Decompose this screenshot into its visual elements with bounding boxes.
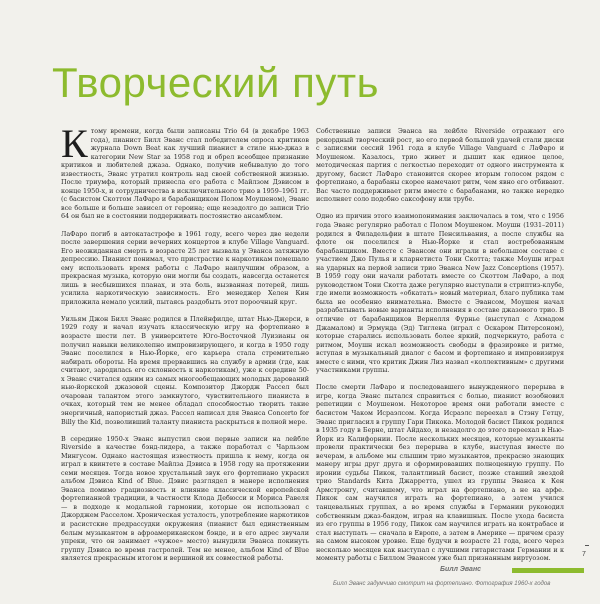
paragraph: Собственные записи Эванса на лейбле Riverside отражают его рекордный творческий рост, но его первой большой удачей стали диски с записями сессий 1961 года в клубе Village Vanguard с ЛаФаро и Моушеном. Казалось, трио живет и дышит как единое целое, методическая партия с легкостью переходит от одного инструмента к другому, басист ЛаФаро становится скорее вторым голосом рядом с фортепиано, а барабаны скорее намечают ритм, чем явно его отбивают. Вас часто поддерживает ритм вместе с барабанами, но также нередко исполняет соло подобно саксофону или трубе. xyxy=(316,127,564,204)
paragraph: Одно из причин этого взаимопонимания заключалась в том, что с 1956 года Эванс регулярно работал с Полом Моушеном. Моушн (1931–2011) родился в Филадельфии в штате Пенсильвания, а после службы на флоте он поселился в Нью-Йорке и стал востребованным барабанщиком. Вместе с Эвансом они играли в небольшом составе с участием Джо Пулья и кларнетиста Тони Скотта; также Моушн играл на ударных на первой записи трио Эванса New Jazz Conceptions (1957). В 1959 году они начали работать вместе со Скоттом ЛаФаро, а под руководством Тони Скотта даже регулярно выступали в стриптиз-клубе, где имели возможность «обкатать» новый материал, благо публика там была не особенно внимательна. Вместе с Эвансом, Моушен начал разрабатывать новые варианты исполнения в составе джазового трио. В отличие от барабанщиков Вернелля Фурнье (выступал с Ахмадом Джамалом) и Эрмунда (Эд) Тиглена (играл с Оскаром Питерсоном), которые старались использовать более яркий, подчеркнуто, работа с ритмом, Моушн искал возможность свободы в фразировке и ритме, вступая в музыкальный диалог с басом и фортепиано и импровизируя вместе с ними, что критик Джин Лиз назвал «коллективным» с другими участниками группы. xyxy=(316,212,564,375)
drop-cap: К xyxy=(61,121,88,166)
left-column xyxy=(61,121,309,571)
page-number: 7 xyxy=(582,551,586,558)
paragraph: После смерти ЛаФаро и последовавшего вынужденного перерыва в игре, когда Эванс пытался справиться с болью, пианист возобновил репетиции с Моушеном. Некоторое время они работали вместе с басистом Чаком Исраэлсом. Когда Исраэлс переехал в Стэну Гетцу, Эванс пригласил в группу Гари Пикока. Молодой басист Пикок родился в 1935 году в Берне, штат Айдахо, и незадолго до этого переехал в Нью-Йорк из Калифорнии. После нескольких месяцев, которые музыканты провели практически без перерыва в клубе, выступая вместе по вечерам, в альбоме мы слышим трио музыкантов, прекрасно знающих манеру игры друг друга и сформировавших полноценную группу. По иронии судьбы Пикок, талантливый басист, позже ставший звездой трио Standards Кита Джарретта, ушел из группы Эванса к Кен Армстронгу, считавшему, что играл на фортепиано, а не на арфе. Пикок сам научился играть на фортепиано, а затем учился танцевальных группах, а во время службы в Германии руководил собственным джаз-бандом, играя на клавишных. После ухода басиста из его группы в 1956 году, Пикок сам научился играть на контрабасе и стал выступать — сначала в Европе, а затем в Америке — причем сразу на самом высоком уровне. Еще будучи в возрасте 21 года, всего через несколько месяцев как выступал с лучшими гитаристами Германии и к моменту работы с Биллом Эвансом уже был признанным виртуозом. xyxy=(316,383,564,563)
paragraph: Уильям Джон Билл Эванс родился в Плейнфилде, штат Нью-Джерси, в 1929 году и начал изучать классическую игру на фортепиано в возрасте шести лет. В университете Юго-Восточной Луизианы он получил навыки великолепно импровизирующего, и когда в 1950 году Эванс поселился в Нью-Йорке, его карьера стала стремительно набирать обороты. На время прервавшись на службу в армии (где, как считают, зародилась его склонность к наркотикам), уже к середине 50-х Эванс считался одним из самых многообещающих молодых дарований нью-йоркской джазовой сцены. Композитор Джордж Рассел был очарован талантом этого замкнутого, чувствительного пианиста в очках, который тем не менее обладал способностью творить такие энергичный, напористый джаз. Рассел написал для Эванса Concerto for Billy the Kid, позволивший таланту пианиста раскрыться в полной мере. xyxy=(61,314,309,426)
right-column xyxy=(316,127,564,571)
paragraph-text: тому времени, когда были записаны Trio 64 (в декабре 1963 года), пианист Билл Эванс стал победителем опроса критиков журнала Down Beat как лучший пианист в стиле нью-джаз в категории New Star за 1958 год и обрел всеобщее признание критиков и любителей джаза. Однако, получив небывалую до того известность, Эванс утратил контроль над своей собственной жизнью. После триумфа, который принесла его работа с Майлзом Дэвисом в конце 1950-х, и сотрудничества в исключительного трио в 1959–1961 гг. (с басистом Скоттом ЛаФаро и барабанщиком Полом Моушеном), Эванс все больше и больше зависел от героина; еще незадолго до записи Trio 64 он был не в состоянии поддерживать постоянство ансамблем. xyxy=(61,127,309,221)
caption-author: Билл Эванс xyxy=(440,566,482,573)
page-title: Творческий путь xyxy=(52,59,380,106)
photo-caption: Билл Эванс задумчиво смотрит на фортепиано. Фотография 1960-х годов xyxy=(333,581,551,587)
paragraph: ЛаФаро погиб в автокатастрофе в 1961 году, всего через две недели после завершения серии вечерних концертов в клубе Village Vanguard. Его неожиданная смерть в возрасте 25 лет вызвала у Эванса затяжную депрессию. Пианист понимал, что пристрастие к наркотикам помешало ему использовать время работы с ЛаФаро наилучшим образом, а прекрасная музыка, которую они могли бы создать, навсегда останется лишь в несбывшихся планах, и эта боль, вызванная потерей, лишь усилила наркотическую зависимость. Его менеджер Хелен Кин приложила немало усилий, пытаясь раздобыть этот пороочный круг. xyxy=(61,229,309,306)
paragraph: В середине 1950-х Эванс выпустил свои первые записи на лейбле Riverside в качестве бэнд-лидера, а также поработал с Чарльзом Мингусом. Однако настоящая известность пришла к нему, когда он играл в квинтете в составе Майлза Дэвиса в 1958 году на протяжении семи месяцев. Тогда новое хрустальный звук его фортепиано украсил альбом Дэвиса Kind of Blue. Дэвис разглядел в манере исполнения Эванса помимо грациозность и влияние классической европейской фортепианной традиции, в частности Клода Дебюсси и Мориса Равеля — в подходе к модальной гармонии, которые он использовал с Джорджем Расселом. Хроническая усталость, употребление наркотиков и расистские предрассудки окружения (пианист был единственным белым музыкантом в афроамериканском бэнде, и в его адрес звучали упреки, что он занимает «чужое» место) вынудили Эванса покинуть группу Дэвиса во время гастролей. Тем не менее, альбом Kind of Blue является прекрасным итогом и вершиной их совместной работы. xyxy=(61,434,309,563)
caption-accent-bar xyxy=(512,568,584,573)
paragraph xyxy=(61,121,309,221)
page-marker xyxy=(585,545,589,546)
